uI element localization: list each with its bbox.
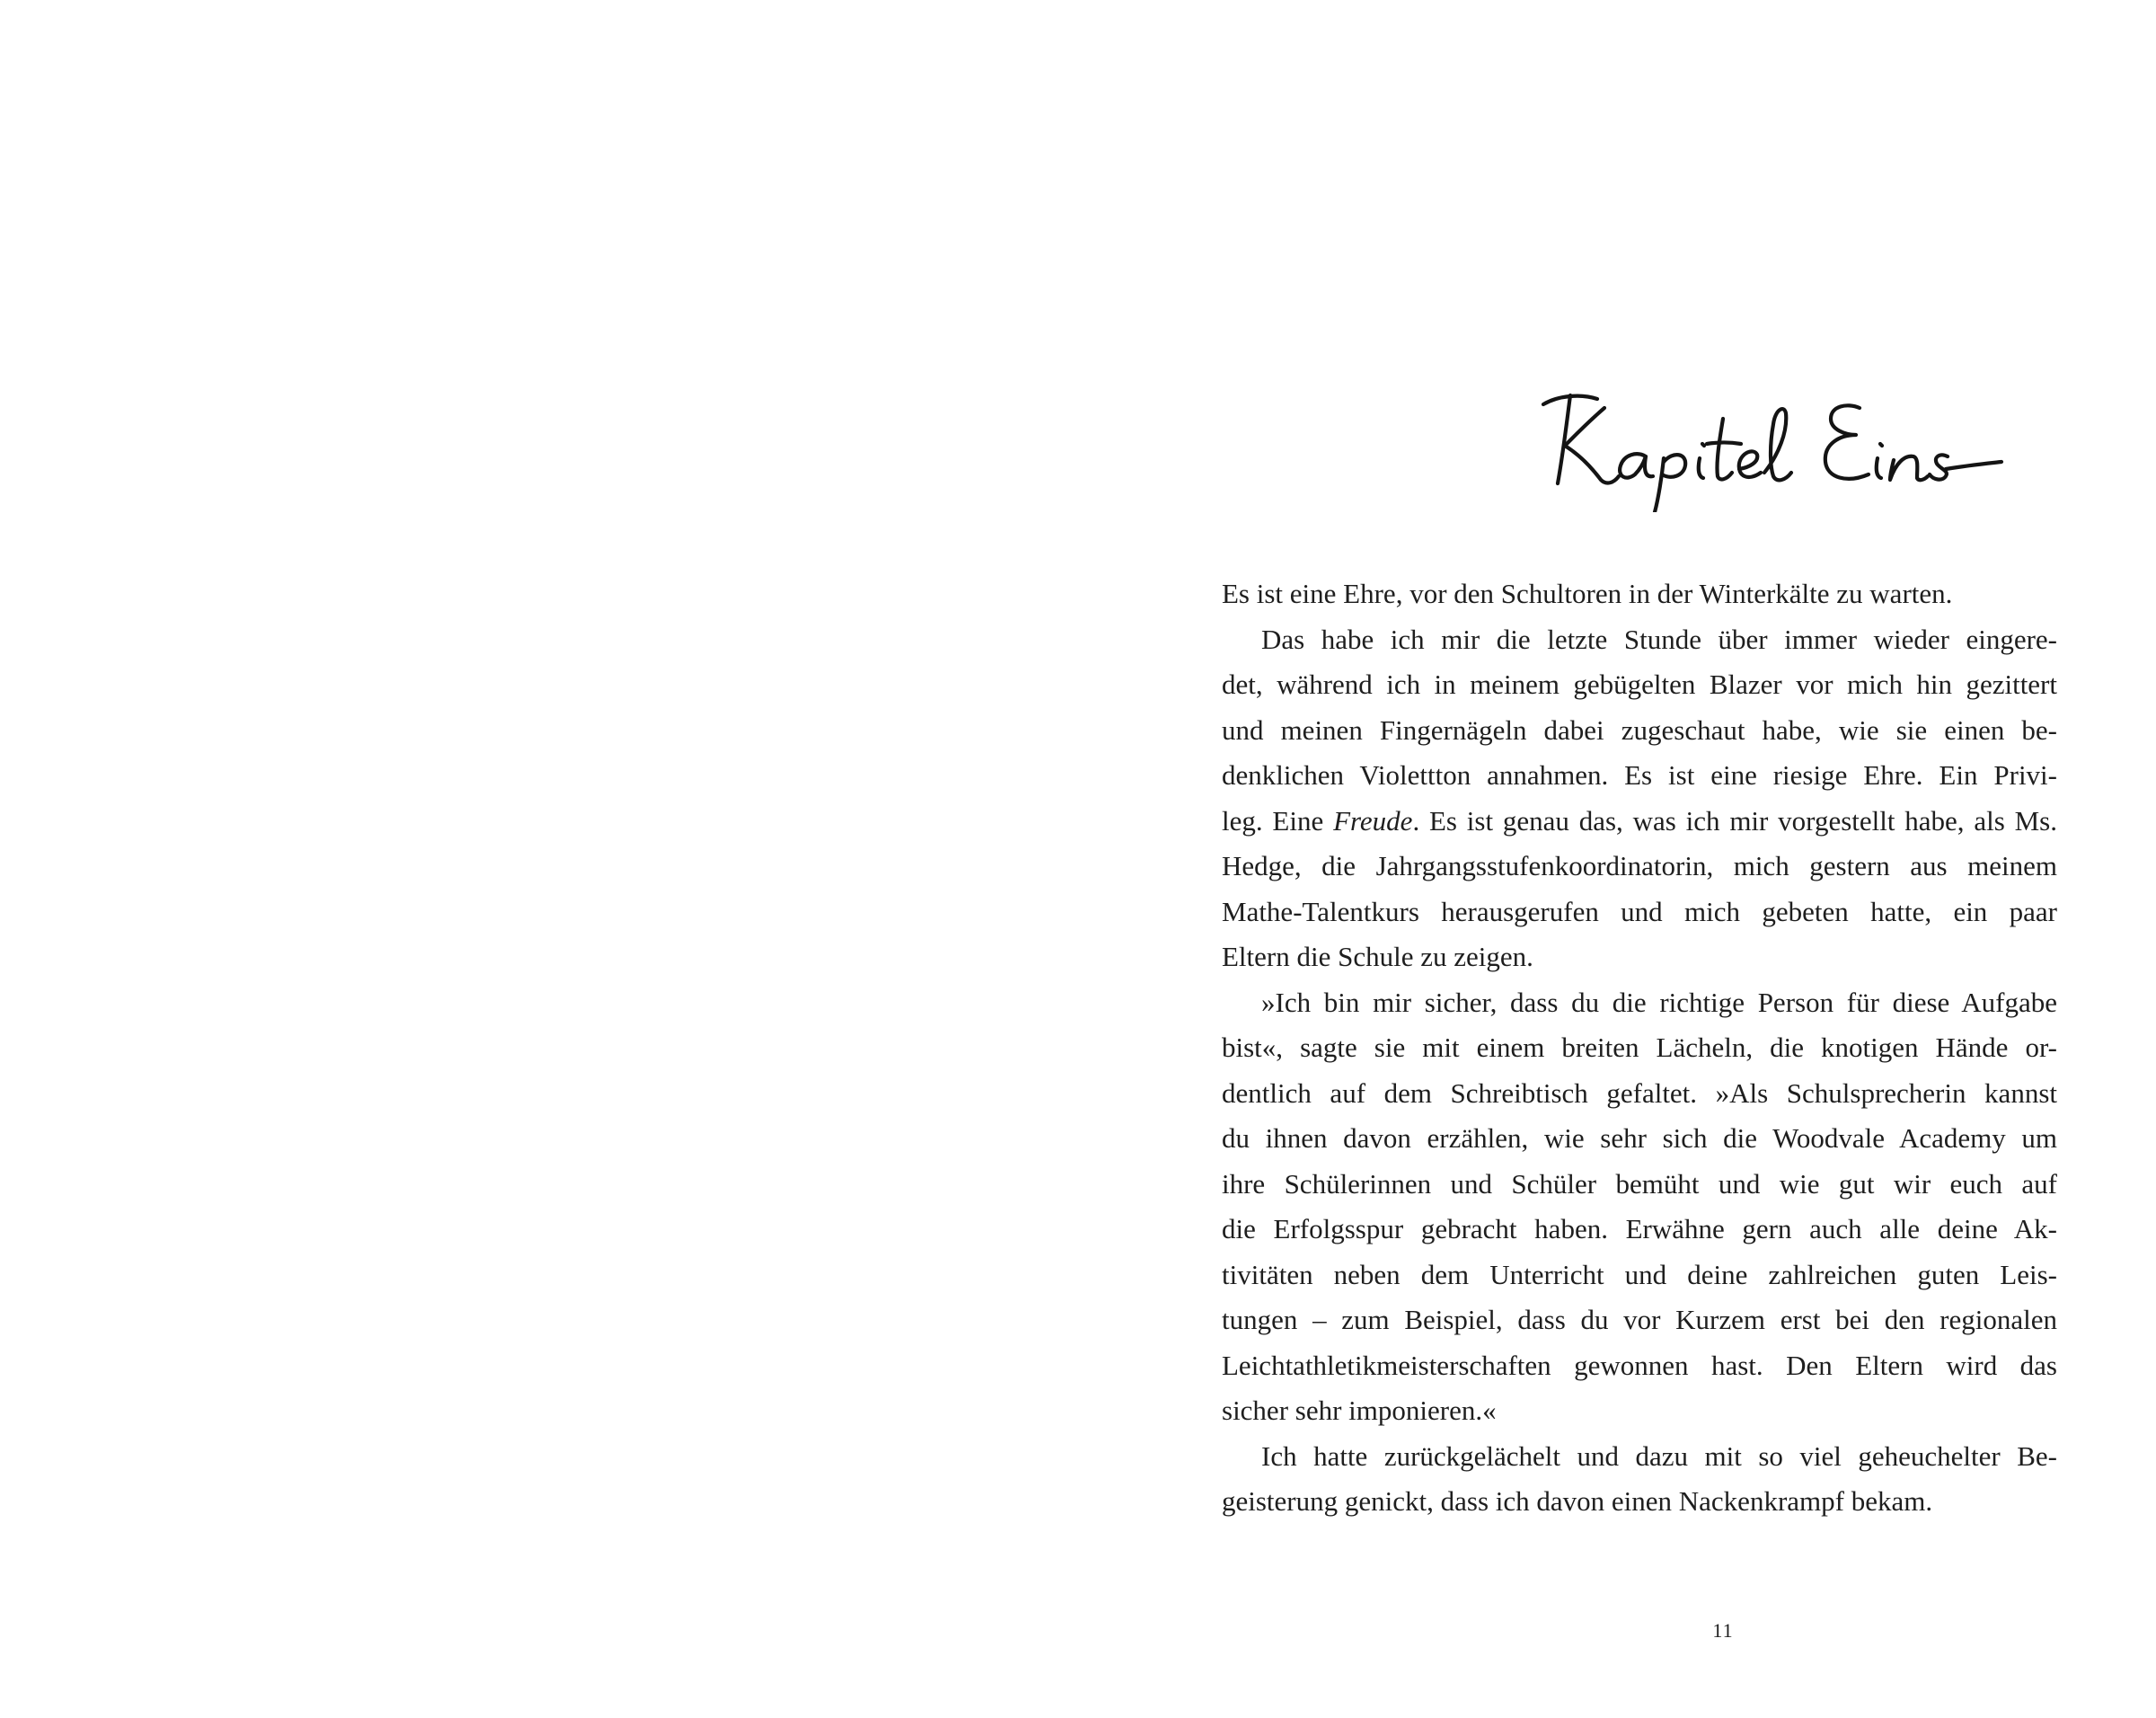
text-line: Hedge, die Jahrgangsstufenkoordinatorin, mich gestern aus meinem: [1222, 850, 2057, 881]
text-line: Mathe-Talentkurs herausgerufen und mich gebeten hatte, ein paar: [1222, 895, 2057, 927]
text-line: ihre Schülerinnen und Schüler bemüht und wie gut wir euch auf: [1222, 1167, 2057, 1200]
text-line: Eltern die Schule zu zeigen.: [1222, 941, 1533, 972]
text-line: Leichtathletikmeisterschaften gewonnen hast. Den Eltern wird das: [1222, 1349, 2057, 1381]
right-page: [1078, 0, 2156, 1718]
body-text: [1222, 571, 2057, 1525]
text-line: tivitäten neben dem Unterricht und deine zahlreichen guten Leis-: [1222, 1258, 2057, 1290]
text-line: det, während ich in meinem gebügelten Blazer vor mich hin gezittert: [1222, 669, 2057, 700]
text-line: und meinen Fingernägeln dabei zugeschaut habe, wie sie einen be-: [1222, 713, 2057, 746]
page-number: 11: [1712, 1619, 1734, 1642]
text-line: Ich hatte zurückgelächelt und dazu mit so viel geheuchelter Be-: [1261, 1439, 2057, 1472]
text-line: du ihnen davon erzählen, wie sehr sich die Woodvale Academy um: [1222, 1122, 2057, 1154]
text-line: geisterung genickt, dass ich davon einen Nackenkrampf bekam.: [1222, 1485, 1933, 1517]
text-line: dentlich auf dem Schreibtisch gefaltet. »Als Schulsprecherin kannst: [1222, 1076, 2057, 1109]
chapter-title: [1401, 368, 2030, 512]
text-segment: leg. Eine: [1222, 804, 1334, 837]
text-line: tungen – zum Beispiel, dass du vor Kurzem erst bei den regionalen: [1222, 1304, 2057, 1335]
text-line: Das habe ich mir die letzte Stunde über immer wieder eingere-: [1261, 623, 2057, 655]
text-line: [1222, 799, 2057, 845]
text-line: Es ist eine Ehre, vor den Schultoren in der Winterkälte zu warten.: [1222, 578, 1953, 609]
text-line: die Erfolgsspur gebracht haben. Erwähne gern auch alle deine Ak-: [1222, 1213, 2057, 1244]
text-segment: . Es ist genau das, was ich mir vorgestellt habe, als Ms.: [1412, 804, 2057, 837]
text-line: denklichen Violettton annahmen. Es ist eine riesige Ehre. Ein Privi-: [1222, 759, 2057, 791]
text-line: bist«, sagte sie mit einem breiten Lächeln, die knotigen Hände or-: [1222, 1032, 2057, 1063]
text-line: sicher sehr imponieren.«: [1222, 1395, 1497, 1426]
emphasized-word: Freude: [1333, 804, 1413, 837]
text-line: »Ich bin mir sicher, dass du die richtige Person für diese Aufgabe: [1261, 986, 2057, 1018]
chapter-title-script: [1401, 368, 2030, 512]
